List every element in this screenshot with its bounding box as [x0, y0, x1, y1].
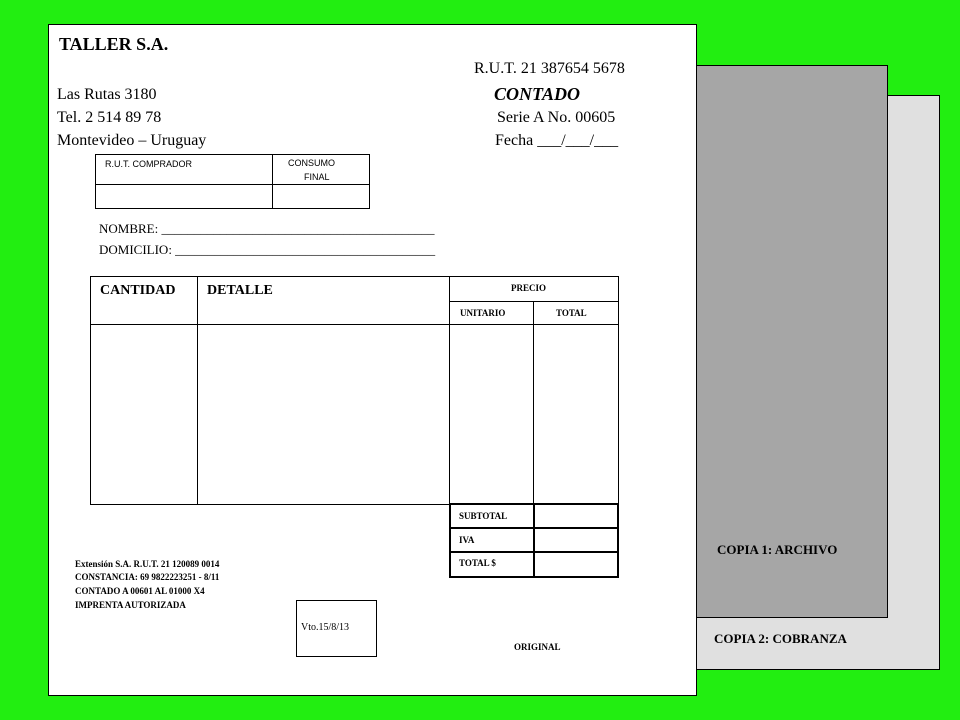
- printer-info-line4: IMPRENTA AUTORIZADA: [75, 600, 186, 610]
- nombre-field[interactable]: NOMBRE: __________________________________________: [99, 221, 435, 236]
- buyer-rut-label: R.U.T. COMPRADOR: [105, 159, 193, 169]
- col-header-detalle: DETALLE: [207, 283, 273, 298]
- consumo-final-label-line2: FINAL: [304, 172, 330, 182]
- iva-value-field[interactable]: [535, 529, 617, 550]
- printer-info-line2: CONSTANCIA: 69 9822223251 - 8/11: [75, 572, 220, 582]
- company-address: Las Rutas 3180: [57, 86, 157, 103]
- company-name: TALLER S.A.: [59, 34, 169, 54]
- company-city: Montevideo – Uruguay: [57, 132, 207, 149]
- subtotal-label: SUBTOTAL: [459, 511, 508, 521]
- invoice-serie: Serie A No. 00605: [497, 109, 616, 126]
- expiry-date: Vto.15/8/13: [301, 622, 350, 633]
- original-label: ORIGINAL: [514, 642, 561, 652]
- consumo-final-input[interactable]: [274, 186, 368, 207]
- total-value-field[interactable]: [535, 553, 617, 576]
- copy-2-label: COPIA 2: COBRANZA: [714, 631, 847, 646]
- buyer-rut-input[interactable]: [97, 186, 271, 207]
- domicilio-field[interactable]: DOMICILIO: ________________________________________: [99, 242, 436, 257]
- precio-subheader-divider: [449, 301, 619, 302]
- iva-label: IVA: [459, 535, 475, 545]
- total-label: TOTAL $: [459, 558, 496, 568]
- company-phone: Tel. 2 514 89 78: [57, 109, 162, 126]
- subtotal-value-field[interactable]: [535, 505, 617, 526]
- printer-info-line1: Extensión S.A. R.U.T. 21 120089 0014: [75, 559, 220, 569]
- copy-1-label: COPIA 1: ARCHIVO: [717, 542, 838, 557]
- invoice-type: CONTADO: [494, 84, 581, 104]
- col-header-total: TOTAL: [556, 308, 587, 318]
- col-header-cantidad: CANTIDAD: [100, 283, 176, 298]
- consumo-final-label-line1: CONSUMO: [288, 158, 335, 168]
- company-rut: R.U.T. 21 387654 5678: [474, 60, 625, 77]
- col-header-unitario: UNITARIO: [460, 308, 506, 318]
- buyer-box-divider: [95, 184, 370, 185]
- items-table-body[interactable]: [91, 325, 618, 504]
- col-header-precio: PRECIO: [511, 283, 547, 293]
- invoice-date-field[interactable]: Fecha ___/___/___: [495, 132, 619, 149]
- printer-info-line3: CONTADO A 00601 AL 01000 X4: [75, 586, 205, 596]
- buyer-box-separator: [272, 154, 273, 209]
